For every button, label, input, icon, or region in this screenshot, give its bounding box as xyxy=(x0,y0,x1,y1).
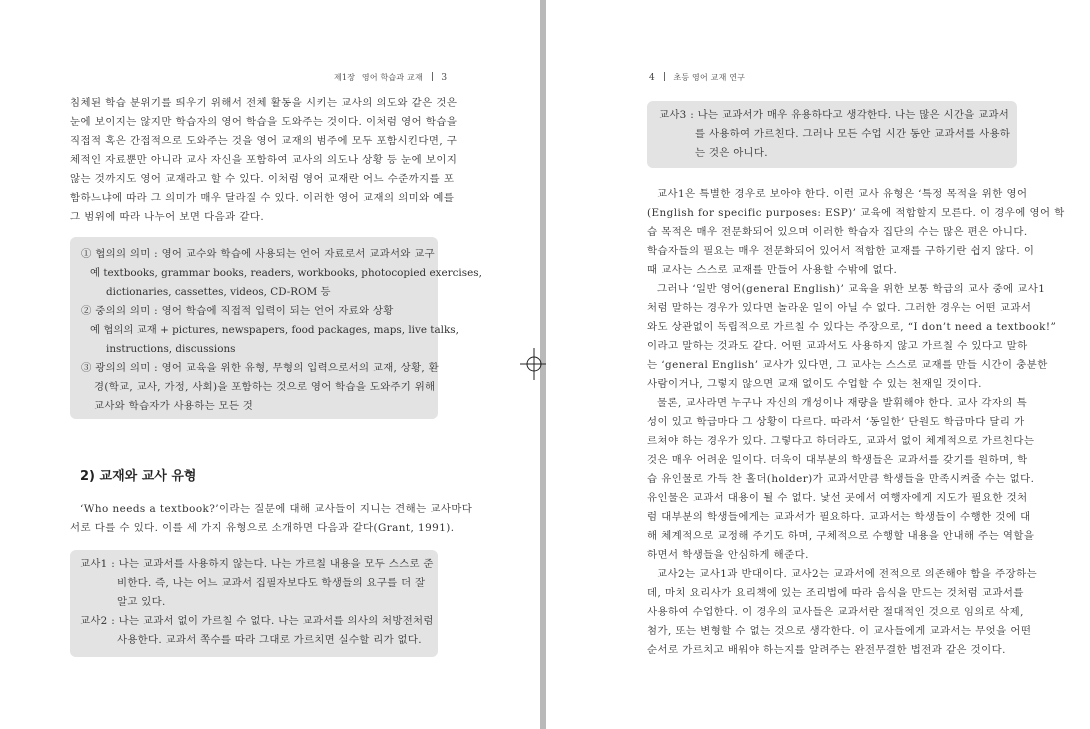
teacher2-text-cont: 사용한다. 교과서 쪽수를 따라 그대로 가르치면 실수할 리가 없다. xyxy=(117,634,422,646)
meaning-narrow: ① 협의의 의미 : 영어 교수와 학습에 사용되는 언어 자료로서 교과서와 교구 xyxy=(81,248,435,260)
text-line: 것은 매우 어려운 일이다. 더욱이 대부분의 학생들은 교과서를 갖기를 원하며, 학 xyxy=(647,454,1028,466)
text-line: 첨가, 또는 변형할 수 없는 것으로 생각한다. 이 교사들에게 교과서는 무엇을 어떤 xyxy=(647,625,1032,637)
meaning-broad-cont: 경(학교, 교사, 가정, 사회)을 포함하는 것으로 영어 학습을 도와주기 위해 xyxy=(94,381,436,393)
text-line: 순서로 가르치고 배워야 하는지를 알려주는 완전무결한 법전과 같은 것이다. xyxy=(647,644,1006,656)
chapter-title: 영어 학습과 교재 xyxy=(361,73,423,82)
meaning-broad-cont: 교사와 학습자가 사용하는 모든 것 xyxy=(94,400,254,412)
text-line: 눈에 보이지는 않지만 학습자의 영어 학습을 도와주는 것이다. 이처럼 영어 학습을 xyxy=(70,116,458,128)
chapter-label: 제1장 xyxy=(334,73,356,82)
text-line: 와도 상관없이 독립적으로 가르칠 수 있다는 주장으로, “I don’t need a textbook!” xyxy=(647,321,1057,333)
intro-paragraph xyxy=(70,94,458,227)
text-line: 물론, 교사라면 누구나 자신의 개성이나 재량을 발휘해야 한다. 교사 각자의 특 xyxy=(657,397,1028,409)
text-line: 교사1은 특별한 경우로 보아야 한다. 이런 교사 유형은 ‘특정 목적을 위한 영어 xyxy=(657,188,1028,200)
meaning-narrow-example: 예 textbooks, grammar books, readers, workbooks, photocopied exercises, xyxy=(90,267,482,279)
teacher3-text: 교사3 : 나는 교과서가 매우 유용하다고 생각한다. 나는 많은 시간을 교과서 xyxy=(659,109,1010,121)
right-page xyxy=(546,0,1090,729)
text-line: 않는 것까지도 영어 교재라고 할 수 있다. 이처럼 영어 교재란 어느 수준까지를 포 xyxy=(70,173,455,185)
section-paragraph xyxy=(70,500,473,538)
meaning-narrow-example-cont: dictionaries, cassettes, videos, CD-ROM 등 xyxy=(106,286,331,298)
teacher3-text-cont: 를 사용하여 가르친다. 그러나 모든 수업 시간 동안 교과서를 사용하 xyxy=(695,128,1011,140)
teacher-types-box xyxy=(70,550,438,657)
book-title: 초등 영어 교재 연구 xyxy=(673,73,746,82)
header-divider xyxy=(664,72,665,81)
text-line: 습 유인물로 가득 찬 홀더(holder)가 교과서만큼 학생들을 만족시켜줄 수는 없다. xyxy=(647,473,1035,485)
meaning-box xyxy=(70,237,482,419)
text-line: 이라고 말하는 것과도 같다. 어떤 교과서도 사용하지 않고 가르칠 수 있다고 말하 xyxy=(647,340,1028,352)
teacher1-text: 교사1 : 나는 교과서를 사용하지 않는다. 나는 가르칠 내용을 모두 스스로 준 xyxy=(80,558,434,570)
text-line: 사람이거나, 그렇지 않으면 교재 없이도 수업할 수 있는 천재일 것이다. xyxy=(647,378,982,390)
text-line: 처럼 말하는 경우가 있다면 놀라운 일이 아닐 수 없다. 그러한 경우는 어떤 교과서 xyxy=(647,302,1032,314)
teacher1-text-cont: 알고 있다. xyxy=(117,596,166,608)
text-line: 해 체계적으로 교정해 주기도 하며, 구체적으로 수행할 내용을 안내해 주는 역할을 xyxy=(647,530,1035,542)
text-line: 하면서 학생들을 안심하게 해준다. xyxy=(647,549,809,561)
meaning-broad: ③ 광의의 의미 : 영어 교육을 위한 유형, 무형의 입력으로서의 교재, 상황, 환 xyxy=(81,362,439,374)
right-body xyxy=(647,185,1065,660)
text-line: 는 ‘general English’ 교사가 있다면, 그 교사는 스스로 교재를 만들 시간이 충분한 xyxy=(647,359,1048,371)
text-line: (English for specific purposes: ESP)’ 교육에 적합할지 모른다. 이 경우에 영어 학 xyxy=(647,207,1065,219)
teacher1-text-cont: 비한다. 즉, 나는 어느 교과서 집필자보다도 학생들의 요구를 더 잘 xyxy=(117,577,426,589)
teacher3-box xyxy=(647,101,1017,168)
text-line: 학습자들의 필요는 매우 전문화되어 있어서 적합한 교재를 구하기란 쉽지 않다. 이 xyxy=(647,245,1035,257)
text-line: 침체된 학습 분위기를 띄우기 위해서 전체 활동을 시키는 교사의 의도와 같은 것은 xyxy=(70,97,458,109)
header-divider xyxy=(432,72,433,81)
text-line: 서로 다를 수 있다. 이를 세 가지 유형으로 소개하면 다음과 같다(Grant, 1991). xyxy=(70,522,455,534)
teacher2-text: 교사2 : 나는 교과서 없이 가르칠 수 없다. 나는 교과서를 의사의 처방전처럼 xyxy=(80,615,434,627)
left-page xyxy=(0,0,540,729)
text-line: 때 교사는 스스로 교재를 만들어 사용할 수밖에 없다. xyxy=(647,264,898,276)
meaning-middle: ② 중의의 의미 : 영어 학습에 직접적 입력이 되는 언어 자료와 상황 xyxy=(81,305,394,317)
text-line: 그 범위에 따라 나누어 보면 다음과 같다. xyxy=(70,211,265,223)
text-line: 체적인 자료뿐만 아니라 교사 자신을 포함하여 교사의 의도나 상황 등 눈에 보이지 xyxy=(70,154,458,166)
text-line: 그러나 ‘일반 영어(general English)’ 교육을 위한 보통 학급의 교사 중에 교사1 xyxy=(657,283,1046,295)
left-running-header xyxy=(334,72,447,83)
meaning-middle-example-cont: instructions, discussions xyxy=(106,343,236,355)
section-title: 2) 교재와 교사 유형 xyxy=(80,469,197,484)
text-line: 르쳐야 하는 경우가 있다. 그렇다고 하더라도, 교과서 없이 체계적으로 가르친다는 xyxy=(647,435,1035,447)
teacher3-text-cont: 는 것은 아니다. xyxy=(695,147,768,159)
text-line: 직접적 혹은 간접적으로 도와주는 것을 영어 교재의 범주에 모두 포함시킨다면, 구 xyxy=(70,135,458,147)
text-line: 함하느냐에 따라 그 의미가 매우 달라질 수 있다. 이러한 영어 교재의 의미와 예를 xyxy=(70,192,455,204)
text-line: 습 목적은 매우 전문화되어 있으며 이러한 학습자 집단의 수는 많은 편은 아니다. xyxy=(647,226,1028,238)
text-line: 성이 있고 학급마다 그 상황이 다르다. 따라서 ‘동일한’ 단원도 학급마다 달리 가 xyxy=(647,416,1025,428)
text-line: ‘Who needs a textbook?’이라는 질문에 대해 교사들이 지니는 견해는 교사마다 xyxy=(80,503,473,515)
text-line: 데, 마치 요리사가 요리책에 있는 조리법에 따라 음식을 만드는 것처럼 교과서를 xyxy=(647,587,1024,599)
text-line: 유인물은 교과서 대용이 될 수 없다. 낯선 곳에서 여행자에게 지도가 필요한 것처 xyxy=(647,492,1028,504)
page-number: 4 xyxy=(649,73,655,83)
right-running-header xyxy=(649,72,745,83)
page-number: 3 xyxy=(441,73,448,83)
text-line: 럼 대부분의 학생들에게는 교과서가 필요하다. 교과서는 학생들이 수행한 것에 대 xyxy=(647,511,1031,523)
text-line: 사용하여 수업한다. 이 경우의 교사들은 교과서란 절대적인 것으로 임의로 삭제, xyxy=(647,606,1024,618)
meaning-middle-example: 예 협의의 교재 + pictures, newspapers, food packages, maps, live talks, xyxy=(90,324,459,336)
text-line: 교사2는 교사1과 반대이다. 교사2는 교과서에 전적으로 의존해야 함을 주장하는 xyxy=(657,568,1038,580)
